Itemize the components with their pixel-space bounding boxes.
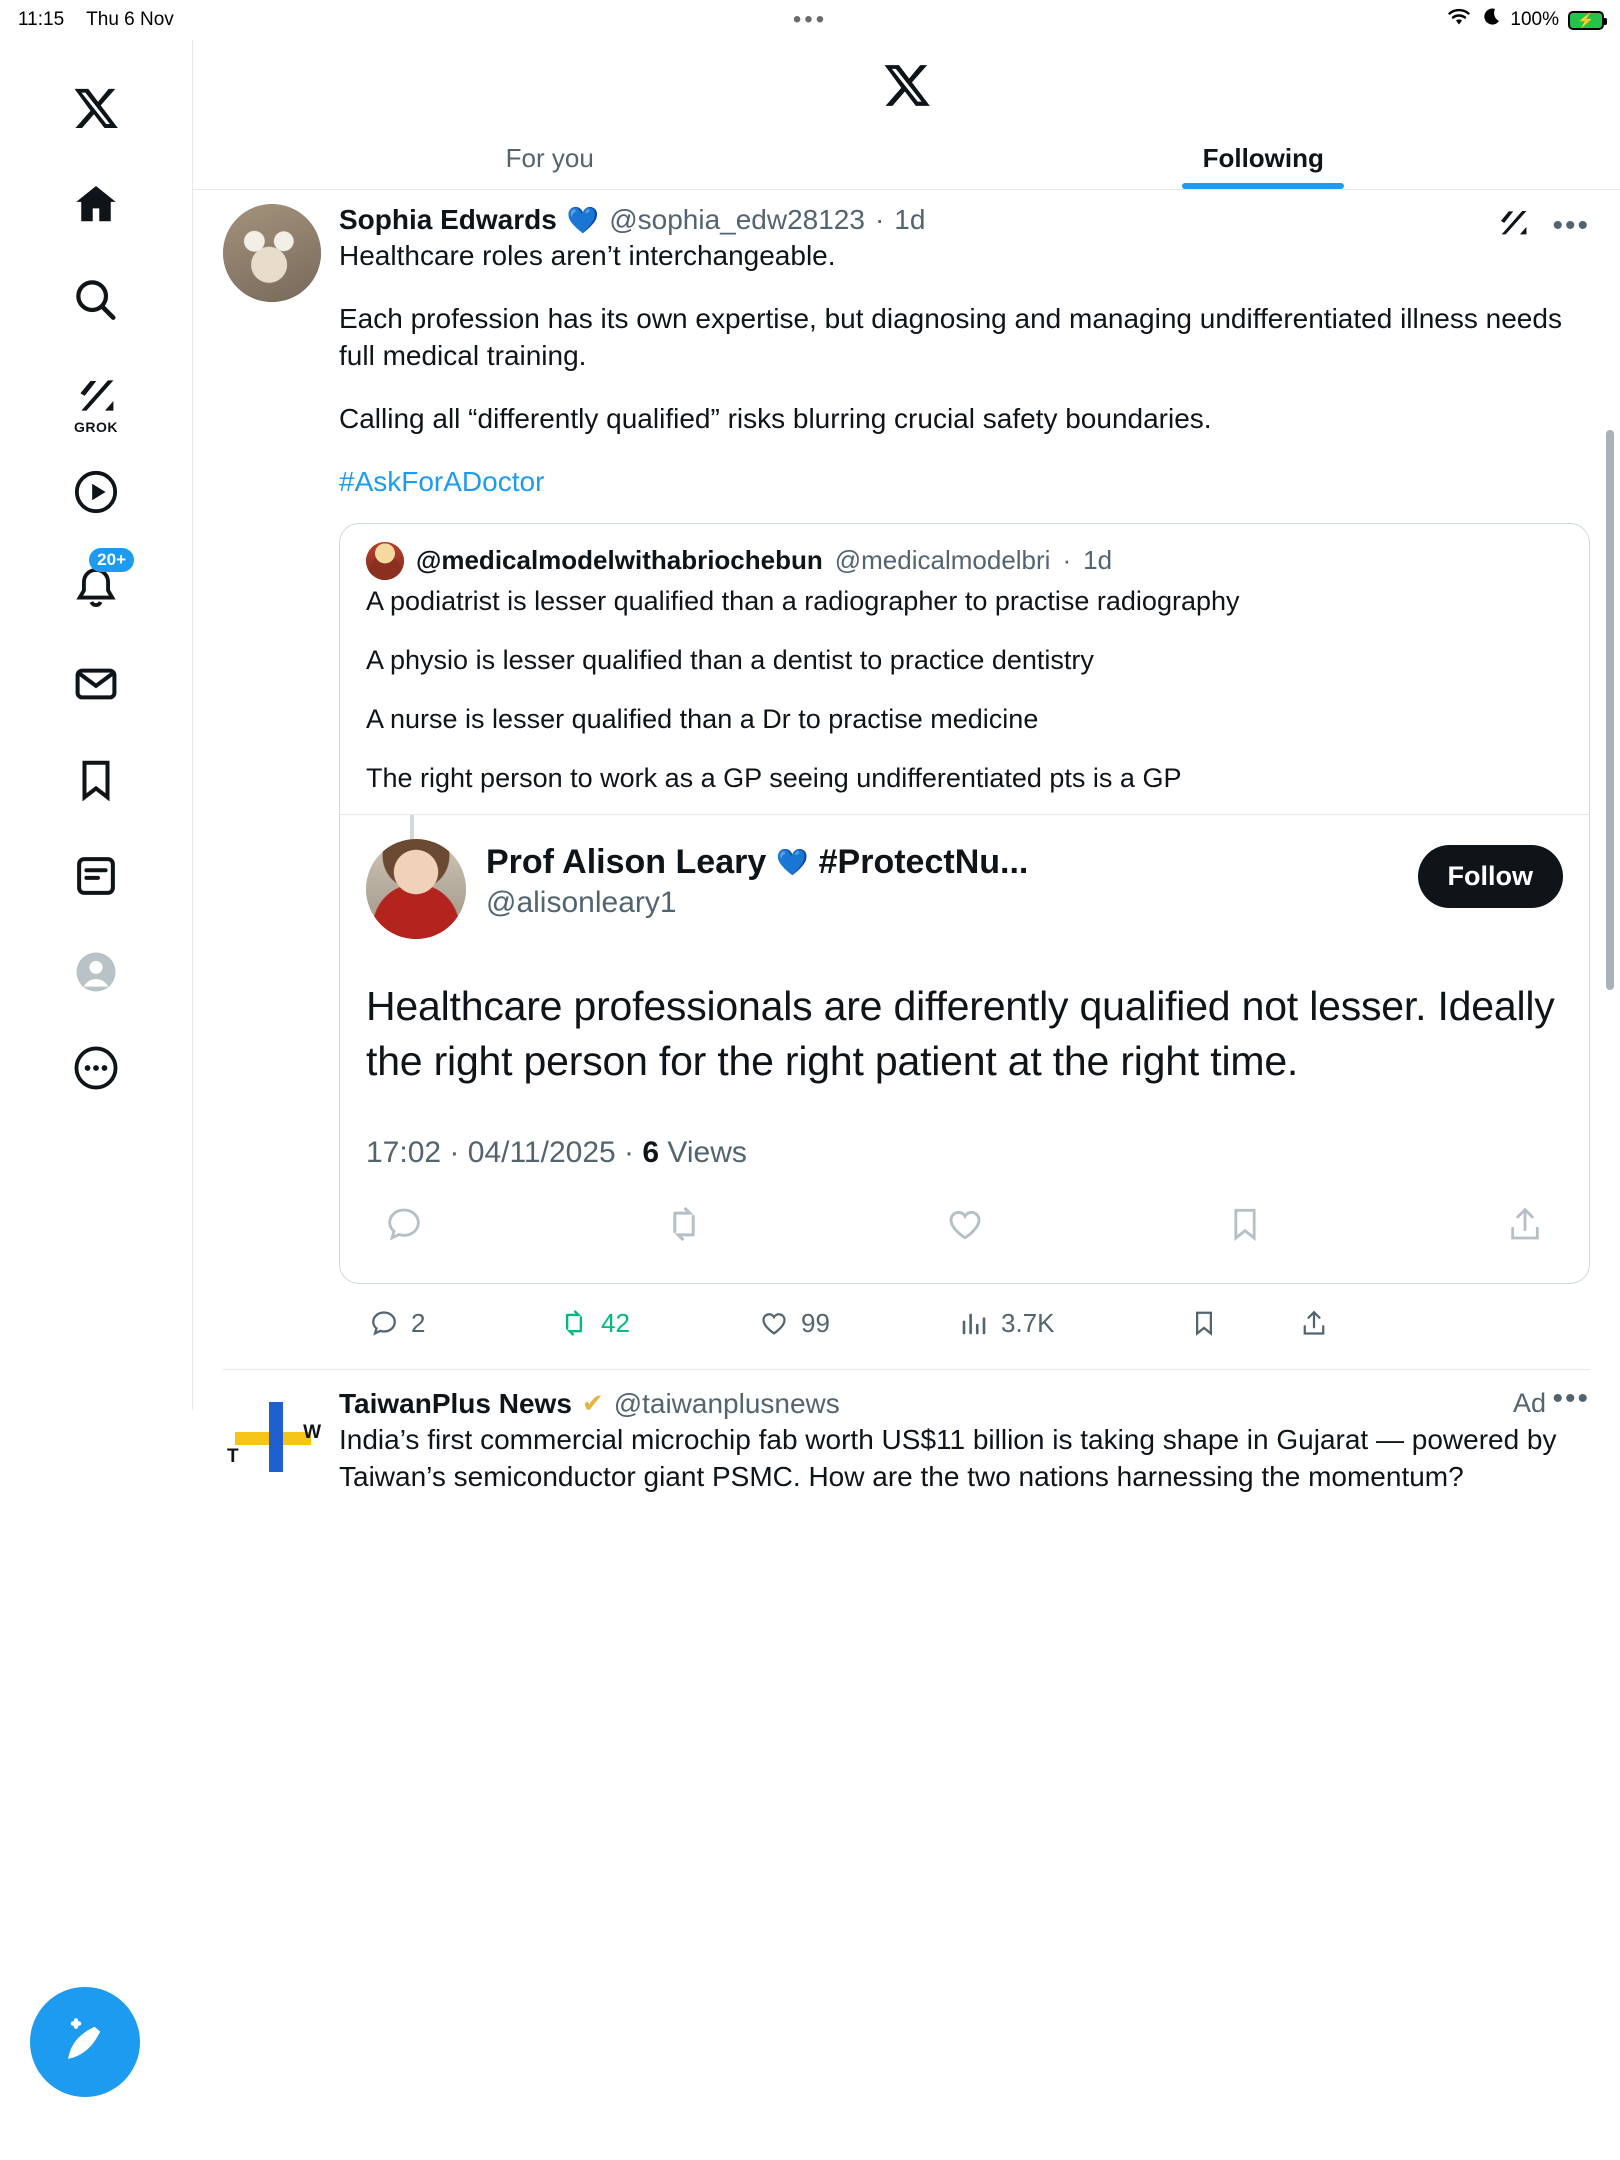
sidebar-item-notifications[interactable] xyxy=(48,540,144,636)
tweet-paragraph-2: Each profession has its own expertise, but diagnosing and managing undifferentiated illness needs full medical training. xyxy=(339,302,1562,371)
blue-heart-icon: 💙 xyxy=(776,847,809,878)
clock: 11:15 xyxy=(18,9,65,30)
avatar[interactable] xyxy=(223,204,321,302)
tweet-body xyxy=(321,204,1590,1361)
status-bar xyxy=(0,0,1620,40)
grok-icon[interactable] xyxy=(1496,206,1530,245)
x-logo[interactable] xyxy=(48,60,144,156)
tweet-taiwanplus-ad[interactable] xyxy=(193,1370,1620,1496)
compose-post-button[interactable] xyxy=(30,1987,140,2097)
tweet-sophia-edwards[interactable] xyxy=(193,190,1620,1361)
thread-line xyxy=(410,815,414,841)
author-handle[interactable]: @sophia_edw28123 xyxy=(609,204,865,235)
quoted-author-name[interactable]: @medicalmodelwithabriochebun xyxy=(416,545,823,576)
verified-badge-icon: ✔ xyxy=(581,1388,604,1419)
embedded-author-tag: #ProtectNu... xyxy=(818,843,1029,882)
embedded-post-text: Healthcare professionals are differently qualified not lesser. Ideally the right person for the right patient at the right time. xyxy=(366,983,1555,1085)
timestamp[interactable]: 1d xyxy=(894,204,926,235)
tweet-action-bar xyxy=(339,1284,1590,1361)
like-count: 99 xyxy=(801,1307,830,1338)
sidebar-item-grok[interactable] xyxy=(48,348,144,444)
reply-icon xyxy=(384,1204,424,1249)
author-name[interactable]: TaiwanPlus News xyxy=(339,1387,572,1419)
repost-button[interactable] xyxy=(559,1308,759,1339)
tweet-body xyxy=(321,1381,1590,1496)
sidebar-item-messages[interactable] xyxy=(48,636,144,732)
repost-icon xyxy=(664,1204,704,1249)
sidebar-item-more[interactable] xyxy=(48,1020,144,1116)
bookmark-button[interactable] xyxy=(1189,1308,1299,1338)
embedded-views-count: 6 xyxy=(642,1135,660,1169)
hashtag-askforadoctor[interactable]: #AskForADoctor xyxy=(339,465,545,497)
avatar[interactable] xyxy=(366,542,404,580)
separator: · xyxy=(449,1135,460,1169)
window-drag-handle[interactable]: ••• xyxy=(792,6,828,33)
wifi-icon xyxy=(1446,7,1472,33)
tweet-header xyxy=(339,1381,1590,1420)
reply-button[interactable] xyxy=(369,1308,559,1339)
moon-icon xyxy=(1481,7,1501,33)
quoted-author-handle[interactable]: @medicalmodelbri xyxy=(834,545,1051,576)
embedded-views-label: Views xyxy=(667,1135,747,1169)
author-name[interactable]: Sophia Edwards xyxy=(339,204,557,235)
sidebar-item-profile[interactable] xyxy=(48,924,144,1020)
embedded-author-handle: @alisonleary1 xyxy=(486,886,677,920)
author-handle[interactable]: @taiwanplusnews xyxy=(613,1387,840,1419)
tweet-header xyxy=(339,204,1590,242)
tweet-paragraph-3: Calling all “differently qualified” risks blurring crucial safety boundaries. xyxy=(339,402,1212,434)
tab-following[interactable]: Following xyxy=(907,128,1620,189)
embedded-time: 17:02 xyxy=(366,1135,442,1169)
quoted-tweet-header xyxy=(340,524,1589,580)
vertical-scrollbar[interactable] xyxy=(1606,430,1614,990)
quoted-tweet[interactable] xyxy=(339,523,1590,1284)
separator: · xyxy=(624,1135,635,1169)
separator: · xyxy=(1062,545,1072,576)
views-button[interactable] xyxy=(959,1308,1189,1339)
header-x-logo[interactable] xyxy=(193,40,1620,108)
sidebar-nav xyxy=(0,40,193,1410)
share-button[interactable] xyxy=(1299,1308,1329,1338)
tweet-header-actions xyxy=(1496,206,1590,245)
avatar xyxy=(366,839,466,939)
tweet-header-actions xyxy=(1552,1381,1590,1415)
status-bar-right xyxy=(1446,7,1604,33)
quoted-paragraph-1: A podiatrist is lesser qualified than a radiographer to practise radiography xyxy=(366,585,1240,616)
more-horizontal-icon[interactable]: ••• xyxy=(1552,208,1590,242)
battery-charging-icon: ⚡ xyxy=(1568,11,1604,30)
sidebar-item-grok-label: GROK xyxy=(74,419,118,435)
sidebar-item-bookmarks[interactable] xyxy=(48,732,144,828)
avatar[interactable]: T W xyxy=(223,1388,321,1486)
quoted-paragraph-4: The right person to work as a GP seeing undifferentiated pts is a GP xyxy=(366,763,1182,794)
separator: · xyxy=(874,204,885,235)
embedded-post-meta xyxy=(366,1136,1563,1170)
notifications-badge: 20+ xyxy=(89,548,134,572)
quoted-paragraph-3: A nurse is lesser qualified than a Dr to practise medicine xyxy=(366,703,1039,734)
sidebar-item-video[interactable] xyxy=(48,444,144,540)
timeline-column xyxy=(193,40,1620,2160)
embedded-author-block xyxy=(486,839,1398,920)
timeline-tabs xyxy=(193,128,1620,190)
tab-for-you[interactable]: For you xyxy=(505,143,594,173)
embedded-date: 04/11/2025 xyxy=(467,1135,616,1169)
more-horizontal-icon[interactable]: ••• xyxy=(1552,1381,1590,1415)
sidebar-item-home[interactable] xyxy=(48,156,144,252)
reply-count: 2 xyxy=(411,1307,426,1338)
tweet-text xyxy=(339,1422,1590,1496)
ad-label: Ad xyxy=(1512,1387,1546,1418)
quoted-paragraph-2: A physio is lesser qualified than a dentist to practice dentistry xyxy=(366,644,1094,675)
sidebar-item-search[interactable] xyxy=(48,252,144,348)
tweet-text xyxy=(339,238,1590,501)
quoted-tweet-text xyxy=(340,580,1589,814)
like-icon xyxy=(945,1204,985,1249)
tweet-paragraph-1: Healthcare roles aren’t interchangeable. xyxy=(339,240,836,271)
blue-heart-icon: 💙 xyxy=(566,204,600,235)
embedded-action-bar xyxy=(366,1170,1563,1283)
quoted-timestamp: 1d xyxy=(1083,545,1113,576)
like-button[interactable] xyxy=(759,1308,959,1339)
battery-percent: 100% xyxy=(1510,9,1559,30)
embedded-post-screenshot xyxy=(340,814,1589,1283)
date: Thu 6 Nov xyxy=(86,9,174,30)
bookmark-icon xyxy=(1225,1204,1265,1249)
share-icon xyxy=(1505,1204,1545,1249)
embedded-author-name: Prof Alison Leary xyxy=(486,843,767,882)
embedded-post-header xyxy=(366,839,1563,939)
sidebar-item-lists[interactable] xyxy=(48,828,144,924)
follow-button[interactable]: Follow xyxy=(1418,845,1563,908)
ad-paragraph: India’s first commercial microchip fab worth US$11 billion is taking shape in Gujarat — powered by Taiwan’s semiconductor giant PSMC. How are the two nations harnessing the momentum? xyxy=(339,1423,1557,1492)
status-bar-left xyxy=(18,9,174,31)
repost-count: 42 xyxy=(601,1307,630,1338)
views-count: 3.7K xyxy=(1001,1307,1055,1338)
